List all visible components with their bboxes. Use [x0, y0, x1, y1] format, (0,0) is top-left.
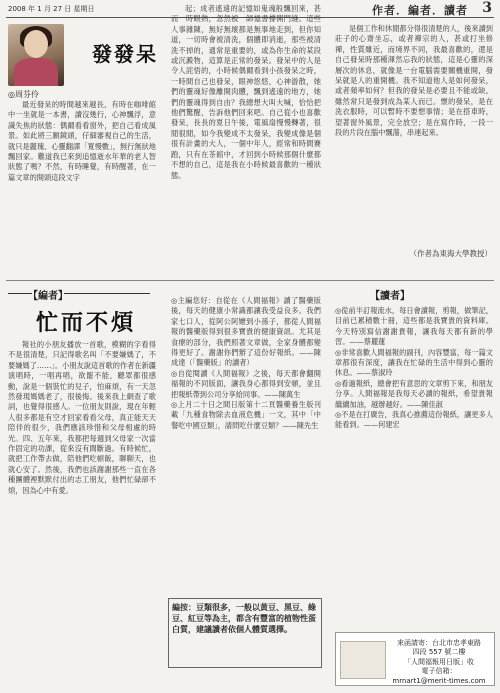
section-divider	[6, 280, 494, 281]
feature-column-1: 最近發呆的時間越來越長，有時在咖啡館中一坐就是一本書，讀沒幾行，心神飄浮，意識失焦的狀態：偶爾看看窗外，把自己看成風景。如此將三願鏡頭，仔細審視自己的生活，就只是麗瑰、心靈翻譯「寬慢數」，無行無狀地飄回家。難道我已來到追憶逝水年華的老人智狀態了嗎？不然，有時睡覺，有時醒著，在一篇文章的開頭這段文字	[8, 100, 156, 182]
feature-signature: （作者為東海大學教授）	[409, 249, 492, 258]
feature-author: ◎周芬伶	[8, 90, 39, 99]
reader-letters: ◎從前半訂報流水，每日會讀報，剪報，做筆記，目前已累積數十冊，這些都是我寶貴的資料庫。今天特別寫信謝謝貴報，讓我每天都有新的學習。——蔡麗蓮 ◎非常喜歡人間福報的副刊，內容豐富，每一篇文章都很有深度，讓我在忙碌的生活中得到心靈的休息。——蔡淑玲 ◎看過報紙，總會把有意思的文章剪下來，和朋友分享。人間福報是我每天必讀的報紙，希望貴報繼續加油，越辦越好。——陳佳淑 ◎不是在打廣告，我真心推薦這份報紙，讓更多人能看到。——何建宏	[335, 306, 493, 430]
editor-tag: 【編者】	[28, 291, 68, 302]
editor-title: 忙而不煩	[36, 310, 137, 336]
contact-line-1: 來函請寄：台北市忠孝東路	[397, 639, 481, 647]
contact-line-3: 「人間福報用日版」收	[404, 657, 474, 666]
editor-body: 報社的小朋友播放一首歌，模糊的字看得不是很清楚，只記得歌名叫「不要嫌媽了，不要嫌媽了……」。小朋友說這首歌的作者在新疆演唱時，一唱再唱，欲罷不能，聽眾都很感動，說是一個裝忙的兒子，怕麻煩，有一天忽然發現媽媽老了，很後悔。後來我上網查了歌詞，也覺得很感人。一位朋友則說，現在年輕人很多都是有空才回家看看父母，真正能天天陪伴的很少，我們應該珍惜和父母相處的時光。四、五年來，我都把每週到父母家一次當作固定的功課，從來沒有間斷過。有時候忙，就把工作帶去做，陪他們吃頓飯，聊聊天，也就心安了。然後，我們也該謝謝那些一直在各種團體裡默默付出的志工朋友，他們忙碌卻不煩，因為心中有愛。	[8, 340, 156, 495]
contact-info	[388, 639, 490, 686]
publication-date: 2008 年 1 月 27 日 星期日	[8, 5, 95, 13]
contact-line-2: 四段 557 號二樓	[412, 648, 466, 657]
section-title: 作者．編者．讀者	[372, 4, 468, 17]
page-number: 3	[482, 0, 492, 16]
contact-box	[335, 632, 495, 686]
letters-column-middle: ◎主編您好：自從在《人間福報》讀了醫藥版後，每天的健康小常識都讓我受益良多。我們家七口人，從阿公阿嬤到小孫子，都從人間福報的醫藥版得到很多寶貴的健康資訊。尤其是食療的部分，我們照著文章做，全家身體都變得更好了。謝謝你們辦了這份好報紙。——陳成達（「醫藥版」的讀者） ◎自從閱讀《人間福報》之後，每天都會翻開福報的不同版面，讓我身心都得到安頓，並且把報紙帶到公司分享給同事。——陳萬生 ◎上月二十日之間日版第十二頁醫藥養生版刊載「九種食物除去血液危機」一文，其中「中餐吃中國豆類」，請問吃什麼豆類？——陳先生	[171, 296, 321, 430]
feature-title: 發發呆	[92, 42, 158, 66]
author-photo	[8, 24, 64, 86]
contact-line-4: 電子信箱：	[421, 667, 457, 676]
contact-email[interactable]: mrnart1@merit-times.com	[392, 676, 486, 685]
reader-tag: 【讀者】	[370, 291, 410, 302]
editor-note: 編按：豆類很多，一般以黃豆、黑豆、綠豆、紅豆等為主，都含有豐富的植物性蛋白質，建議讀者依個人體質選擇。	[168, 598, 322, 668]
feature-column-3: 是個工作和休閒都分得很清楚的人，後來讀到莊子的心齋坐忘，或者禪宗的人，甚或打坐修禪，性質雖近，而境界不同，我最喜歡的，還是自己發呆時那種渾然忘我的狀態，這是心靈的深層次的休息，就像是一台電腦需要關機重開，發呆就是人的重開機。我不知道他人是如何發呆，或者頻率如何？但我的發呆是必要且不能或缺，雖然常只是發到成為某人而已。懷的發呆，是在洗衣服時，可以暫時不要想事情；是在搭車時，望著窗外風景，完全放空；是在寫作時，一段一段的片段在腦中飄蕩，串連起來。	[335, 24, 493, 138]
editor-rule-right	[64, 293, 150, 294]
feature-column-2: 起；成者遙遠的記憶如鬼魂般飄回來，甚而一時眼熱，忽然被一師憶書撐開門縫。這些人事雜陳，無好無壞都是無事地走到，但你知道，一切時會被清洗，個體即消逝，那些被清洗不掉的，通常是重要的，或為你生命的某段或沉澱物，這算是正常的發呆。發呆中的人是令人詫悟的，小時候偶爾看到小孩發呆之時，一時間自己也發呆，眼神悠悠，心神游散，她們的靈魂好像離開肉體，飄到遙遠的地方，她們的靈魂得到自由？我總想大叫大喊，恰恰把他們驚醒，告訴他們回來吧。自己從小也喜歡發呆，長長的夏日午後，電風扇慢慢轉著，很閒很閒，如今我變成不太發呆，我變成像是個很有計畫的大人，一個中年人，經常和時間賽跑，只有在茶館中，才回到小時候那個什麼都不想的自己，這是我在小時候最喜歡的一種狀態。	[171, 4, 321, 180]
contact-illustration	[340, 641, 386, 679]
